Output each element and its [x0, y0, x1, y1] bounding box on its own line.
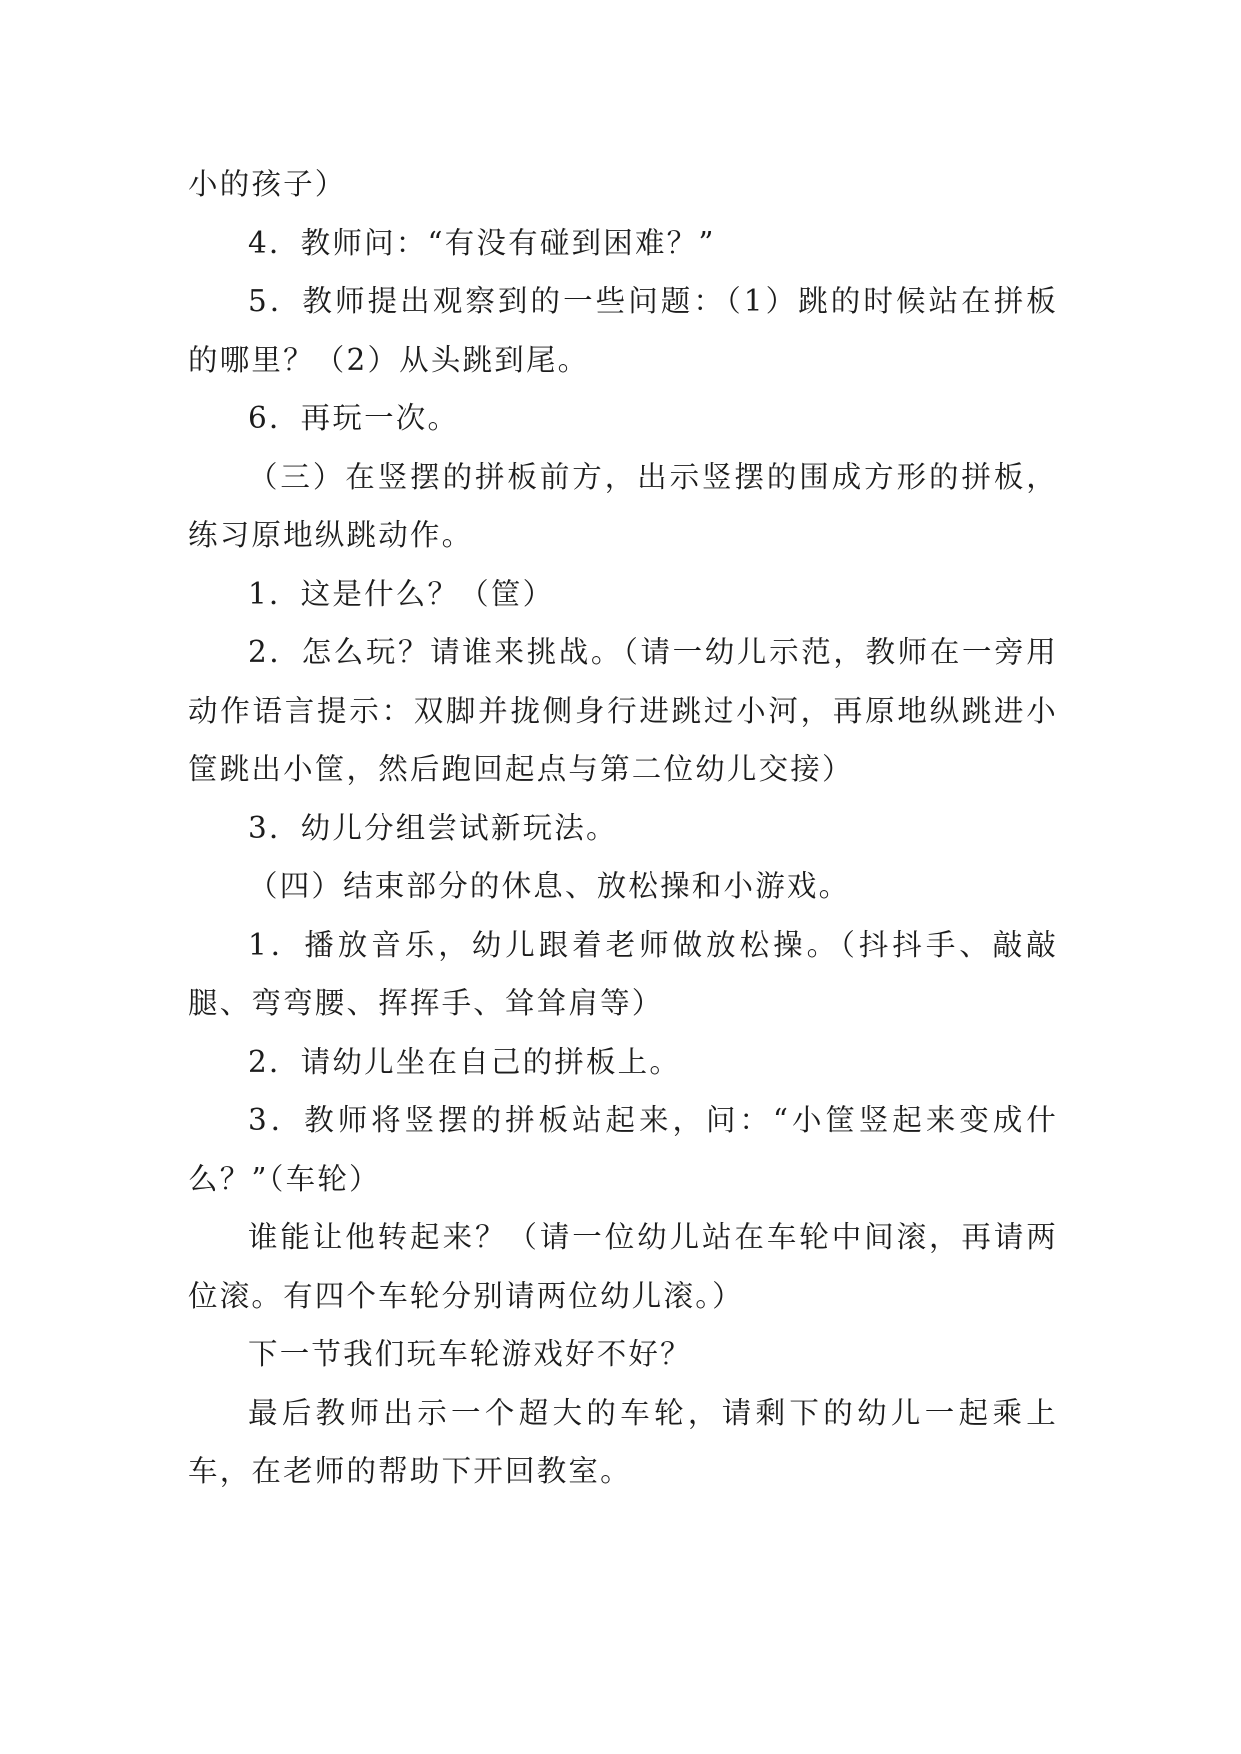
- paragraph-step-6: 6．再玩一次。: [248, 401, 460, 435]
- paragraph-closing: 最后教师出示一个超大的车轮，请剩下的幼儿一起乘上车，在老师的帮助下开回教室。: [188, 1395, 1058, 1488]
- section-heading-4: （四）结束部分的休息、放松操和小游戏。: [248, 869, 851, 903]
- paragraph-s3-step-1: 1．这是什么？（筐）: [248, 576, 555, 611]
- paragraph-next-lesson: 下一节我们玩车轮游戏好不好？: [248, 1337, 692, 1371]
- paragraph-s4-step-2: 2．请幼儿坐在自己的拼板上。: [248, 1044, 682, 1079]
- section-heading-3: （三）在竖摆的拼板前方，出示竖摆的围成方形的拼板，练习原地纵跳动作。: [188, 459, 1058, 552]
- paragraph-s3-step-3: 3．幼儿分组尝试新玩法。: [248, 810, 618, 845]
- paragraph-s4-step-1: 1．播放音乐，幼儿跟着老师做放松操。（抖抖手、敲敲腿、弯弯腰、挥挥手、耸耸肩等）: [188, 927, 1058, 1020]
- paragraph-step-4: 4．教师问：“有没有碰到困难？”: [248, 225, 716, 260]
- paragraph-question-rotate: 谁能让他转起来？（请一位幼儿站在车轮中间滚，再请两位滚。有四个车轮分别请两位幼儿滚。）: [188, 1220, 1058, 1313]
- paragraph-s3-step-2: 2．怎么玩？请谁来挑战。（请一幼儿示范，教师在一旁用动作语言提示：双脚并拢侧身行进跳过小河，再原地纵跳进小筐跳出小筐，然后跑回起点与第二位幼儿交接）: [188, 635, 1058, 786]
- document-page: [188, 155, 1058, 1501]
- paragraph-continuation: 小的孩子）: [188, 167, 347, 201]
- paragraph-s4-step-3: 3．教师将竖摆的拼板站起来，问：“小筐竖起来变成什么？”（车轮）: [188, 1103, 1058, 1196]
- paragraph-step-5: 5．教师提出观察到的一些问题：（1）跳的时候站在拼板的哪里？（2）从头跳到尾。: [188, 284, 1058, 377]
